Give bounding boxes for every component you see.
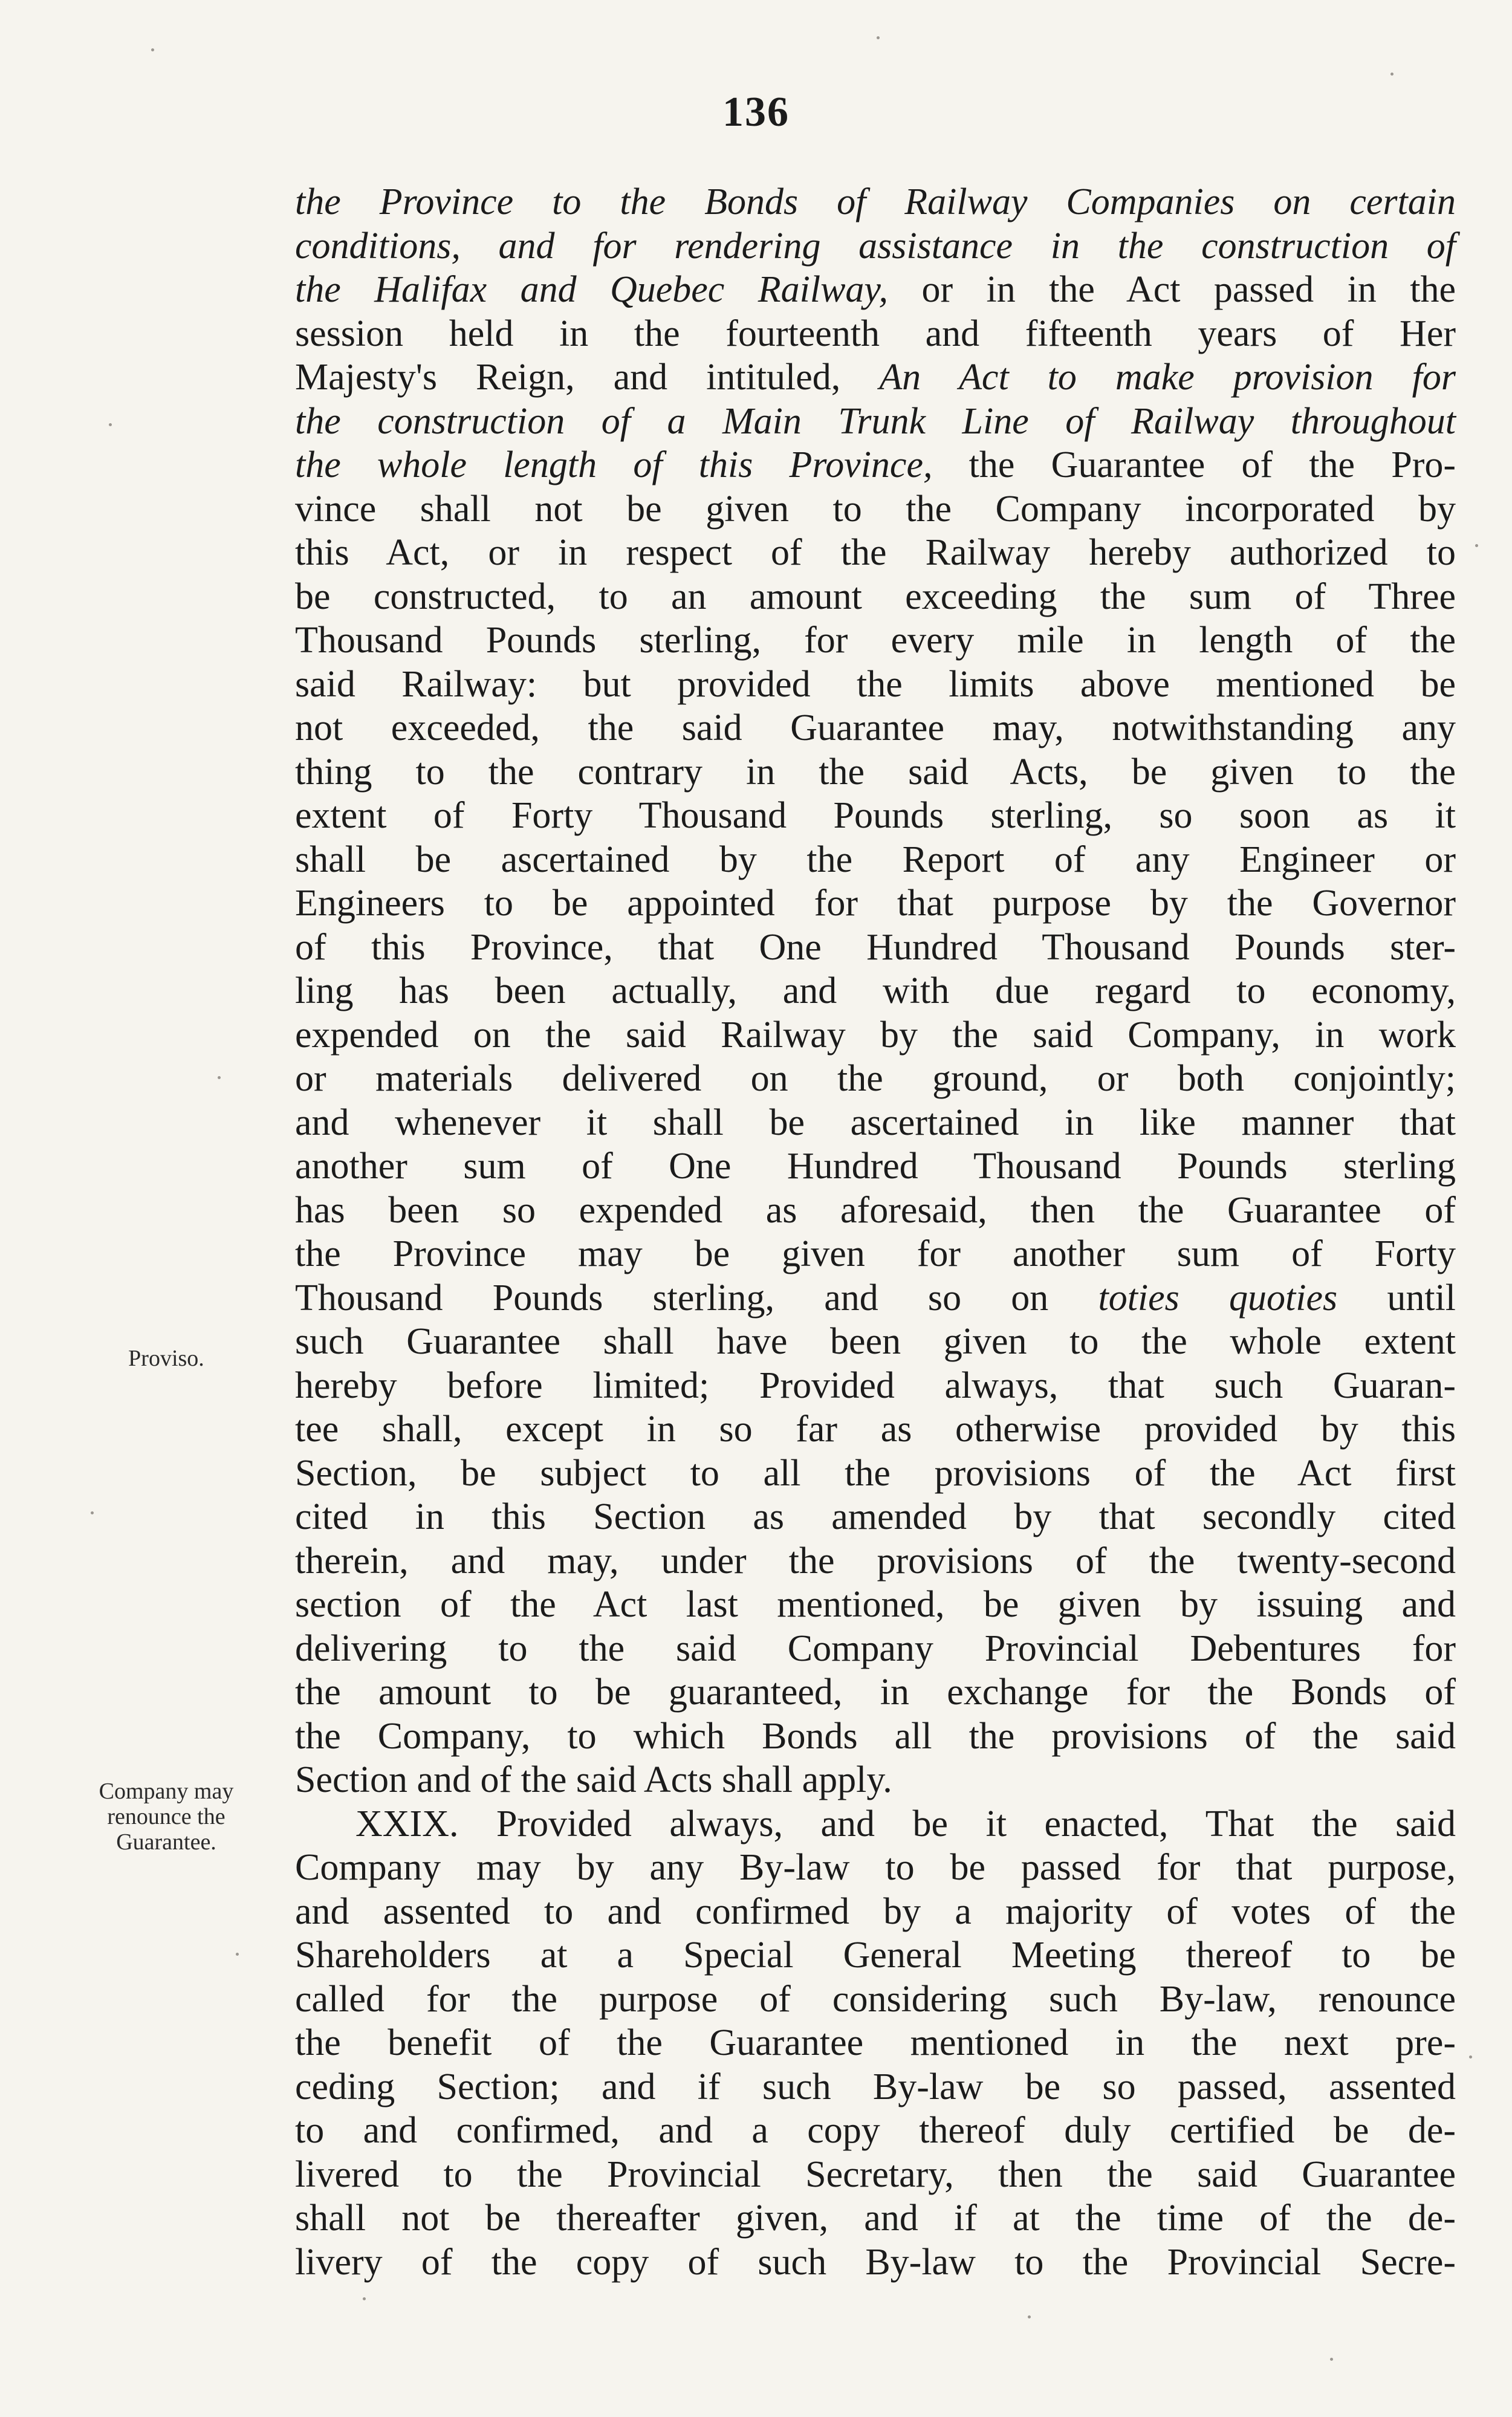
paper-speck [218,1076,221,1079]
text-line [295,2109,1456,2153]
text-line [295,926,1456,970]
italic-run: conditions, and for rendering assistance in the construction of [295,225,1456,267]
text-run: this Act, or in respect of the Railway hereby authorized to [295,532,1456,573]
text-line [295,1407,1456,1452]
text-run: XXIX. Provided always, and be it enacted, That the said [355,1803,1456,1844]
text-run: expended on the said Railway by the said Company, in work [295,1014,1456,1056]
text-line [295,706,1456,750]
text-run: shall not be thereafter given, and if at the time of the de- [295,2198,1456,2239]
body-text [295,180,1456,2284]
text-run: shall be ascertained by the Report of any Engineer or [295,839,1456,880]
text-run: or materials delivered on the ground, or both conjointly; [295,1058,1456,1099]
text-run: Section and of the said Acts shall apply. [295,1759,892,1800]
text-line [295,1670,1456,1715]
text-run: hereby before limited; Provided always, that such Guaran- [295,1364,1456,1406]
paper-speck [1028,2315,1031,2318]
page-number: 136 [722,89,790,135]
paper-speck [1330,2358,1333,2361]
text-run: and whenever it shall be ascertained in like manner that [295,1101,1456,1143]
text-run: Section, be subject to all the provisions of the Act first [295,1452,1456,1494]
text-line [295,2240,1456,2285]
text-run: session held in the fourteenth and fifteenth years of Her [295,313,1456,354]
text-line [295,487,1456,531]
text-line [295,1057,1456,1101]
text-run: not exceeded, the said Guarantee may, notwithstanding any [295,707,1456,748]
paper-speck [363,2297,366,2300]
paper-speck [109,423,112,426]
italic-run: the whole length of this Province, [295,444,933,485]
text-run: Shareholders at a Special General Meeting thereof to be [295,1935,1456,1976]
text-line [295,794,1456,838]
text-run: the Guarantee of the Pro- [932,444,1456,485]
text-line [295,224,1456,268]
text-line [295,312,1456,356]
text-run: be constructed, to an amount exceeding the sum of Three [295,576,1456,617]
text-line [295,443,1456,487]
text-run: such Guarantee shall have been given to the whole extent [295,1321,1456,1362]
text-line [295,1890,1456,1934]
text-line [295,2196,1456,2240]
text-line [295,575,1456,619]
paper-speck [236,1953,239,1956]
text-run: called for the purpose of considering such By-law, renounce [295,1978,1456,2020]
text-run: ceding Section; and if such By-law be so passed, assented [295,2066,1456,2107]
text-run: Engineers to be appointed for that purpose by the Governor [295,883,1456,924]
text-run: extent of Forty Thousand Pounds sterling, so soon as it [295,795,1456,836]
italic-run: toties quoties [1098,1277,1338,1319]
text-line [295,838,1456,882]
sidenote-proviso-label: Proviso. [128,1346,204,1371]
text-run: section of the Act last mentioned, be given by issuing and [295,1584,1456,1625]
text-line [295,1276,1456,1320]
text-line [295,180,1456,224]
text-run: to and confirmed, and a copy thereof duly certified be de- [295,2110,1456,2151]
text-run: tee shall, except in so far as otherwise provided by this [295,1409,1456,1450]
text-line [295,1364,1456,1408]
paper-speck [1390,73,1394,76]
text-run: the Province may be given for another sum of Forty [295,1233,1456,1274]
text-run: ling has been actually, and with due regard to economy, [295,970,1456,1011]
sidenote-renounce-line: Guarantee. [116,1829,216,1855]
text-run: said Railway: but provided the limits above mentioned be [295,663,1456,705]
text-line [295,531,1456,575]
text-line [295,663,1456,707]
text-line [295,1144,1456,1189]
text-line [295,969,1456,1013]
paper-speck [877,36,880,39]
text-run: another sum of One Hundred Thousand Pounds sterling [295,1146,1456,1187]
text-line [295,1583,1456,1627]
text-line [295,268,1456,312]
text-run: or in the Act passed in the [888,269,1456,310]
italic-run: An Act to make provision for [879,357,1456,398]
sidenote-renounce [67,1779,266,1855]
text-line [295,1495,1456,1539]
text-run: the amount to be guaranteed, in exchange for the Bonds of [295,1672,1456,1713]
text-run: livery of the copy of such By-law to the Provincial Secre- [295,2241,1456,2283]
text-run: of this Province, that One Hundred Thousand Pounds ster- [295,926,1456,968]
text-line [295,618,1456,663]
paper-speck [91,1511,94,1514]
text-line [295,1802,1456,1846]
text-run: livered to the Provincial Secretary, then the said Guarantee [295,2153,1456,2195]
text-run: therein, and may, under the provisions of the twenty-second [295,1540,1456,1582]
text-line [295,881,1456,926]
text-line [295,1539,1456,1583]
text-line [295,1101,1456,1145]
text-line [295,1977,1456,2022]
text-line [295,1013,1456,1057]
paper-speck [1469,2055,1472,2059]
text-line [295,2153,1456,2197]
text-line [295,1452,1456,1496]
text-run: Thousand Pounds sterling, for every mile in length of the [295,620,1456,661]
paper-speck [151,48,154,51]
text-run: Majesty's Reign, and intituled, [295,357,880,398]
sidenote-renounce-line: renounce the [107,1804,226,1829]
text-run: until [1337,1277,1456,1319]
text-line [295,1758,1456,1802]
text-run: delivering to the said Company Provincial Debentures for [295,1627,1456,1669]
text-run: Company may by any By-law to be passed for that purpose, [295,1847,1456,1888]
italic-run: the Province to the Bonds of Railway Companies on certain [295,181,1456,222]
sidenote-renounce-line: Company may [99,1779,234,1804]
text-run: thing to the contrary in the said Acts, be given to the [295,751,1456,793]
italic-run: the construction of a Main Trunk Line of Railway throughout [295,400,1456,442]
text-run: and assented to and confirmed by a majority of votes of the [295,1890,1456,1932]
paper-speck [1475,544,1478,547]
text-line [295,750,1456,794]
text-line [295,1627,1456,1671]
text-run: the benefit of the Guarantee mentioned in the next pre- [295,2022,1456,2063]
text-line [295,1715,1456,1759]
text-line [295,2021,1456,2065]
text-run: vince shall not be given to the Company incorporated by [295,488,1456,530]
text-line [295,2065,1456,2109]
italic-run: the Halifax and Quebec Railway, [295,269,889,310]
text-run: the Company, to which Bonds all the provisions of the said [295,1715,1456,1757]
text-run: Thousand Pounds sterling, and so on [295,1277,1098,1319]
text-line [295,1933,1456,1977]
text-line [295,1232,1456,1276]
text-line [295,1320,1456,1364]
text-line [295,400,1456,444]
text-run: cited in this Section as amended by that secondly cited [295,1496,1456,1537]
sidenote-proviso [67,1346,266,1371]
text-run: has been so expended as aforesaid, then the Guarantee of [295,1189,1456,1231]
text-line [295,355,1456,400]
text-line [295,1846,1456,1890]
text-line [295,1189,1456,1233]
